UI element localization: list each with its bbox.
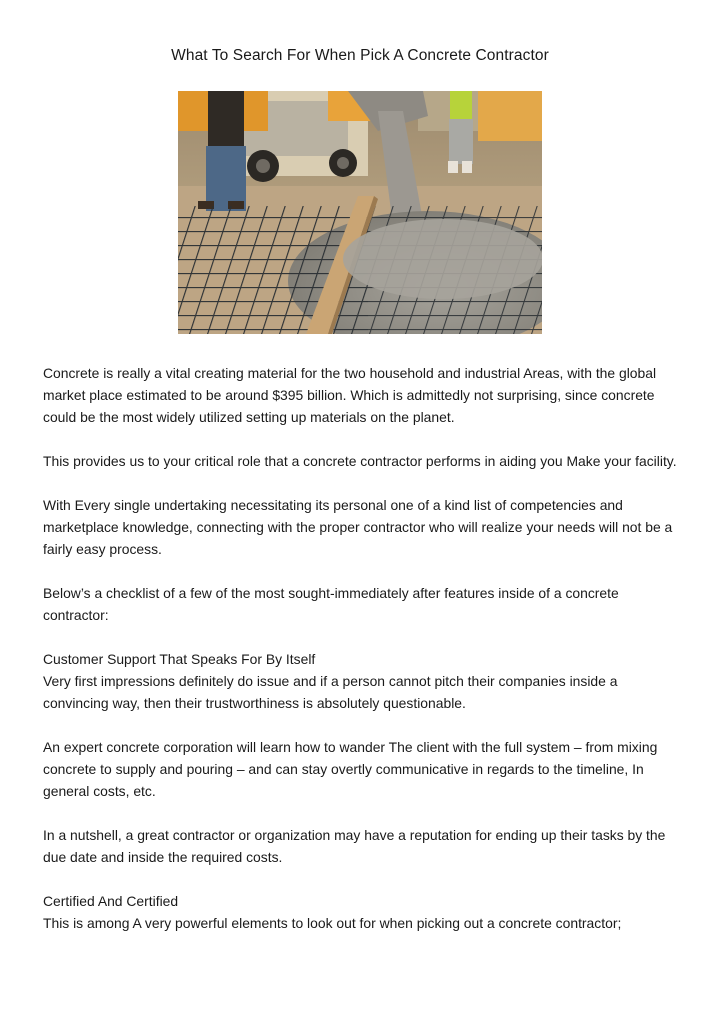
section-heading: Certified And Certified xyxy=(43,893,179,909)
paragraph: Below’s a checklist of a few of the most sought-immediately after features inside of a concrete contractor: xyxy=(43,585,619,623)
concrete-pouring-photo xyxy=(178,91,542,334)
paragraph: Very first impressions definitely do issue and if a person cannot pitch their companies inside a convincing way, then their trustworthiness is absolutely questionable. xyxy=(43,673,618,711)
paragraph: Concrete is really a vital creating material for the two household and industrial Areas, with the global market place estimated to be around $395 billion. Which is admittedly not surprising, since concrete could be the most widely utilized setting up materials on the planet. xyxy=(43,365,657,425)
paragraph: This is among A very powerful elements to look out for when picking out a concrete contractor; xyxy=(43,915,622,931)
page-title: What To Search For When Pick A Concrete Contractor xyxy=(171,47,549,64)
paragraph: An expert concrete corporation will learn how to wander The client with the full system – from mixing concrete to supply and pouring – and can stay overtly communicative in regards to the timeline, In general costs, etc. xyxy=(43,739,658,799)
article-body xyxy=(43,362,683,956)
paragraph: This provides us to your critical role that a concrete contractor performs in aiding you Make your facility. xyxy=(43,453,677,469)
paragraph: In a nutshell, a great contractor or organization may have a reputation for ending up their tasks by the due date and inside the required costs. xyxy=(43,827,666,865)
paragraph: With Every single undertaking necessitating its personal one of a kind list of competencies and marketplace knowledge, connecting with the proper contractor who will realize your needs will not be a fairly easy process. xyxy=(43,497,673,557)
section-heading: Customer Support That Speaks For By Itself xyxy=(43,651,316,667)
